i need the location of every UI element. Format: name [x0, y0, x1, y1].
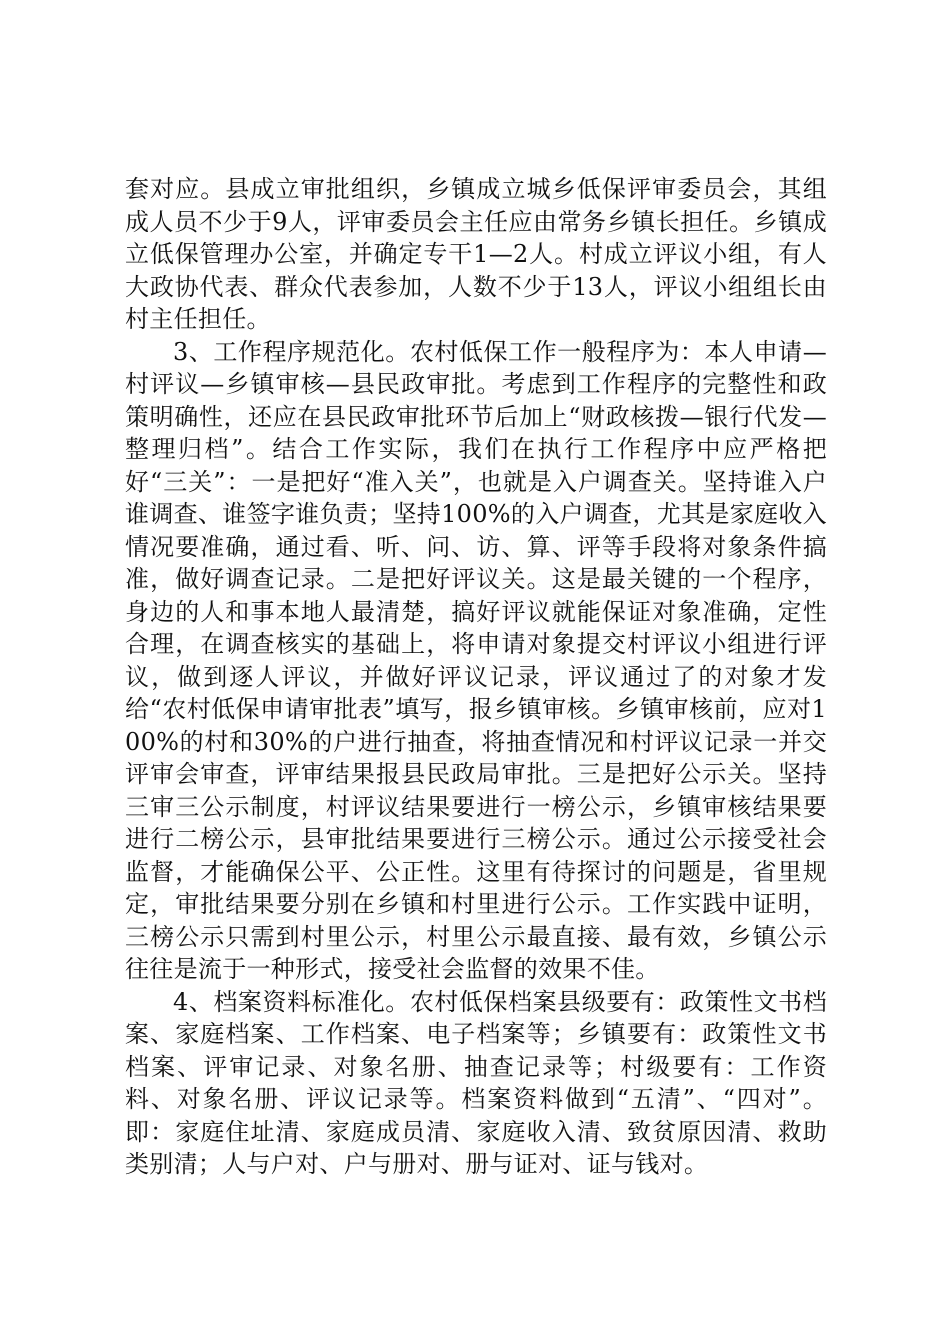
paragraph-archive-standard: 4、档案资料标准化。农村低保档案县级要有：政策性文书档案、家庭档案、工作档案、电子档案等；乡镇要有：政策性文书档案、评审记录、对象名册、抽查记录等；村级要有：工作资料、对象名册、评议记录等。档案资料做到“五清”、“四对”。即：家庭住址清、家庭成员清、家庭收入清、致贫原因清、救助类别清；人与户对、户与册对、册与证对、证与钱对。	[125, 987, 827, 1178]
paragraph-committee-setup: 套对应。县成立审批组织，乡镇成立城乡低保评审委员会，其组成人员不少于9人，评审委员会主任应由常务乡镇长担任。乡镇成立低保管理办公室，并确定专干1—2人。村成立评议小组，有人大政协代表、群众代表参加，人数不少于13人，评议小组组长由村主任担任。	[125, 175, 827, 333]
paragraph-work-procedure: 3、工作程序规范化。农村低保工作一般程序为：本人申请—村评议—乡镇审核—县民政审批。考虑到工作程序的完整性和政策明确性，还应在县民政审批环节后加上“财政核拨—银行代发—整理归档”。结合工作实际，我们在执行工作程序中应严格把好“三关”：一是把好“准入关”，也就是入户调查关。坚持谁入户谁调查、谁签字谁负责；坚持100%的入户调查，尤其是家庭收入情况要准确，通过看、听、问、访、算、评等手段将对象条件搞准，做好调查记录。二是把好评议关。这是最关键的一个程序，身边的人和事本地人最清楚，搞好评议就能保证对象准确，定性合理，在调查核实的基础上，将申请对象提交村评议小组进行评议，做到逐人评议，并做好评议记录，评议通过了的对象才发给“农村低保申请审批表”填写，报乡镇审核。乡镇审核前，应对100%的村和30%的户进行抽查，将抽查情况和村评议记录一并交评审会审查，评审结果报县民政局审批。三是把好公示关。坚持三审三公示制度，村评议结果要进行一榜公示，乡镇审核结果要进行二榜公示，县审批结果要进行三榜公示。通过公示接受社会监督，才能确保公平、公正性。这里有待探讨的问题是，省里规定，审批结果要分别在乡镇和村里进行公示。工作实践中证明，三榜公示只需到村里公示，村里公示最直接、最有效，乡镇公示往往是流于一种形式，接受社会监督的效果不佳。	[125, 337, 827, 983]
document-body	[125, 173, 827, 1181]
